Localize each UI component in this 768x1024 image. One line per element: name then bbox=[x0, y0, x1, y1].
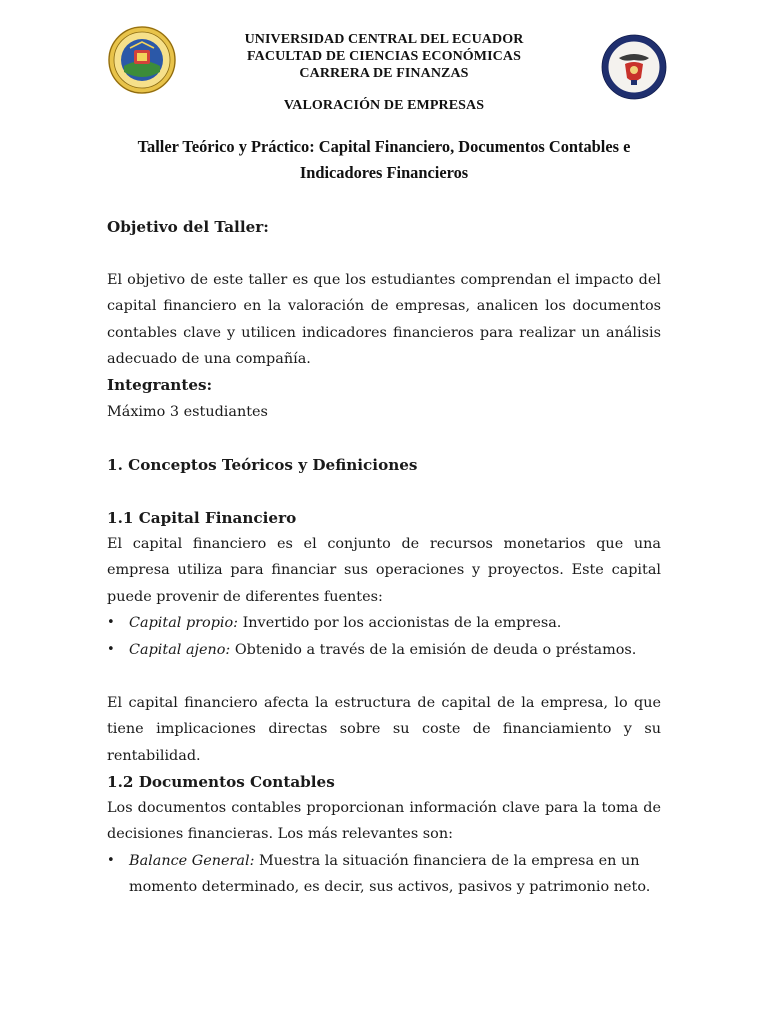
document-title-line1: Taller Teórico y Práctico: Capital Financiero, Documentos Contables e bbox=[137, 137, 631, 156]
section-1-1-heading: 1.1 Capital Financiero bbox=[107, 509, 297, 527]
members-body: Máximo 3 estudiantes bbox=[107, 404, 268, 420]
list-item-term: Capital ajeno: bbox=[129, 642, 231, 658]
objective-body: El objetivo de este taller es que los estudiantes comprendan el impacto del capital financiero en la valoración de empresas, analicen los documentos contables clave y utilicen indicadores financieros para realizar un análisis adecuado de una compañía. bbox=[107, 272, 661, 367]
list-item-text bbox=[129, 637, 661, 663]
document-title-line2: Indicadores Financieros bbox=[299, 163, 469, 182]
list-item-desc: Obtenido a través de la emisión de deuda o préstamos. bbox=[230, 642, 637, 658]
career-name: CARRERA DE FINANZAS bbox=[299, 66, 469, 81]
list-item-desc: Muestra la situación financiera de la empresa en un momento determinado, es decir, sus activos, pasivos y patrimonio neto. bbox=[129, 853, 651, 896]
section-1-1-closing: El capital financiero afecta la estructura de capital de la empresa, lo que tiene implicaciones directas sobre su coste de financiamiento y su rentabilidad. bbox=[107, 695, 661, 764]
members-heading: Integrantes: bbox=[107, 376, 213, 394]
list-item-text bbox=[129, 848, 661, 901]
list-item-desc: Invertido por los accionistas de la empresa. bbox=[238, 615, 562, 631]
bullet-icon: • bbox=[107, 642, 115, 657]
list-item-term: Balance General: bbox=[129, 853, 255, 869]
list-item-term: Capital propio: bbox=[129, 615, 239, 631]
list-item-text bbox=[129, 610, 661, 636]
bullet-icon: • bbox=[107, 615, 115, 630]
objective-heading: Objetivo del Taller: bbox=[107, 218, 269, 236]
section-1-heading: 1. Conceptos Teóricos y Definiciones bbox=[107, 456, 418, 474]
university-name: UNIVERSIDAD CENTRAL DEL ECUADOR bbox=[244, 32, 524, 47]
course-name: VALORACIÓN DE EMPRESAS bbox=[283, 98, 485, 113]
faculty-name: FACULTAD DE CIENCIAS ECONÓMICAS bbox=[247, 49, 521, 64]
section-1-2-heading: 1.2 Documentos Contables bbox=[107, 773, 335, 791]
document-title bbox=[100, 134, 668, 186]
section-1-1-intro: El capital financiero es el conjunto de recursos monetarios que una empresa utiliza para financiar sus operaciones y proyectos. Este capital puede provenir de diferentes fuentes: bbox=[107, 536, 661, 605]
bullet-icon: • bbox=[107, 853, 115, 868]
section-1-2-intro: Los documentos contables proporcionan información clave para la toma de decisiones financieras. Los más relevantes son: bbox=[107, 800, 661, 843]
